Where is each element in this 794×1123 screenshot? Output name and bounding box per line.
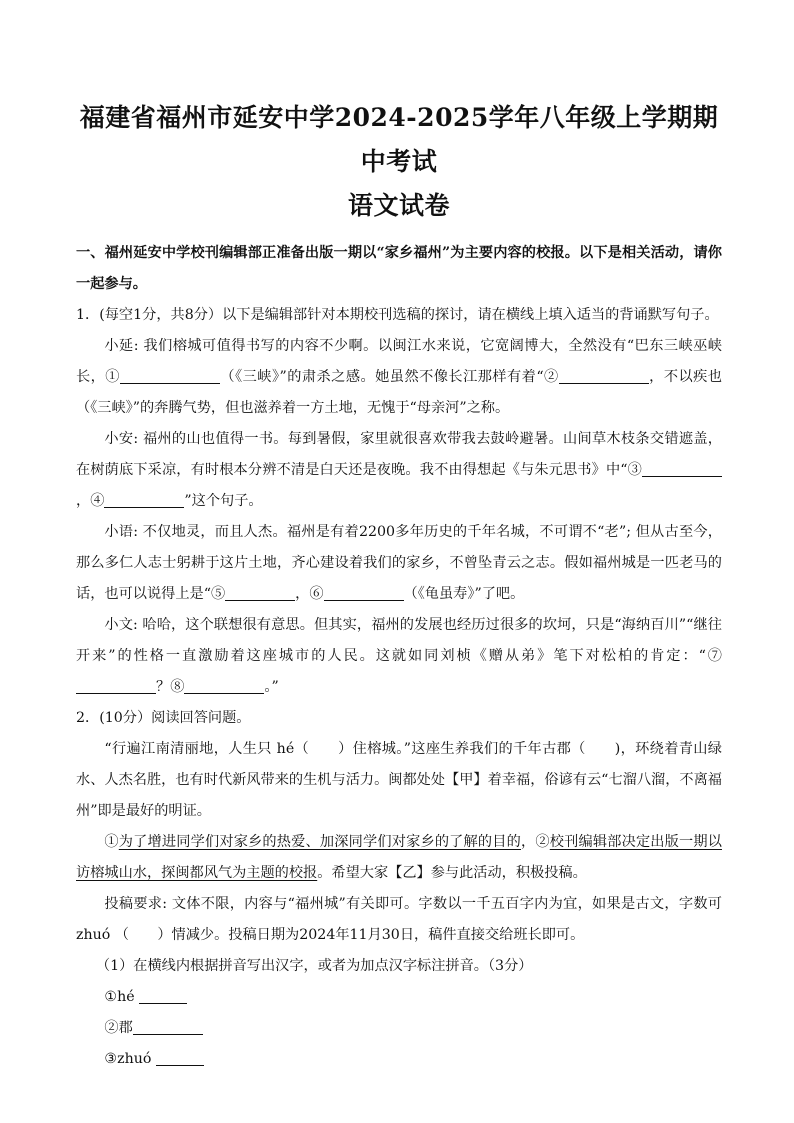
q1-p4-text-c: 。” xyxy=(264,679,279,695)
q2-paragraph-3: 投稿要求: 文体不限，内容与“福州城”有关即可。字数以一千五百字内为宜，如果是古文，字数可 zhuó （ ）情减少。投稿日期为2024年11月30日，稿件直接交给班长即可。 xyxy=(76,896,722,943)
q1-paragraph-4 xyxy=(76,610,722,703)
q1-p1-text-b: （《三峡》”的肃杀之感。她虽然不像长江那样有着“② xyxy=(219,369,559,385)
answer-item-3-label: ③zhuó xyxy=(104,1051,152,1067)
blank-1[interactable] xyxy=(120,369,220,384)
exam-title xyxy=(76,96,722,228)
blank-2[interactable] xyxy=(559,369,649,384)
q2-paragraph-2 xyxy=(76,827,722,889)
answer-blank-2[interactable] xyxy=(133,1020,203,1035)
q1-stem: 1．(每空1分，共8分）以下是编辑部针对本期校刊选稿的探讨，请在横线上填入适当的背诵默写句子。 xyxy=(76,307,719,323)
blank-4[interactable] xyxy=(104,493,184,508)
q1-p1-text-c: ，不以疾也（《三峡》”的奔腾气势，但也滋养着一方土地，无愧于“母亲河”之称。 xyxy=(76,369,722,416)
answer-blank-1[interactable] xyxy=(139,989,187,1004)
q1-paragraph-1 xyxy=(76,331,722,424)
q2-p2-text-a: ① xyxy=(104,834,119,850)
q1-p3-text-a: 小语: 不仅地灵，而且人杰。福州是有着2200多年历史的千年名城，不可谓不“老”; 但从古至今，那么多仁人志士躬耕于这片土地，齐心建设着我们的家乡，不曾坠青云之志。假如福州城是一匹老马的话，也可以说得上是“⑤ xyxy=(76,524,722,602)
q2-p2-text-c: 。希望大家【乙】参与此活动，积极投稿。 xyxy=(317,865,587,881)
answer-blank-3[interactable] xyxy=(156,1051,204,1066)
answer-item-2-label: ②郡 xyxy=(104,1020,133,1036)
q2-underlined-sentence-2: 校刊编辑部决定出版一期以访榕城山水，探闽都风气为主题的校报 xyxy=(76,834,722,881)
answer-item-2 xyxy=(76,1013,722,1044)
q1-p2-text-c: ④ xyxy=(90,493,105,509)
q1-p4-text-b: ？⑧ xyxy=(156,679,185,695)
section-1-heading: 一、福州延安中学校刊编辑部正准备出版一期以“家乡福州”为主要内容的校报。以下是相关活动，请你一起参与。 xyxy=(76,245,722,292)
blank-8[interactable] xyxy=(184,679,264,694)
q2-stem: 2．(10分）阅读回答问题。 xyxy=(76,710,251,726)
title-line-1: 福建省福州市延安中学2024-2025学年八年级上学期期中考试 xyxy=(79,103,719,176)
answer-item-1-label: ①hé xyxy=(104,989,135,1005)
q1-p3-text-b: ，⑥ xyxy=(295,586,324,602)
q1-p3-text-c: （《龟虽寿》”了吧。 xyxy=(403,586,525,602)
q2-underlined-sentence-1: 为了增进同学们对家乡的热爱、加深同学们对家乡的了解的目的 xyxy=(118,834,522,850)
answer-item-3 xyxy=(76,1044,722,1075)
q1-p4-text-a: 小文: 哈哈，这个联想很有意思。但其实，福州的发展也经历过很多的坎坷，只是“海纳百川”“继往开来”的性格一直激励着这座城市的人民。这就如同刘桢《赠从弟》笔下对松柏的肯定：“⑦ xyxy=(76,617,722,664)
q2-subquestion-1: （1）在横线内根据拼音写出汉字，或者为加点汉字标注拼音。（3分） xyxy=(95,958,533,974)
q1-p1-text-a: 小延: 我们榕城可值得书写的内容不少啊。以闽江水来说，它宽阔博大，全然没有“巴东三峡巫峡长，① xyxy=(76,338,722,385)
title-line-2: 语文试卷 xyxy=(347,191,450,220)
q1-paragraph-3 xyxy=(76,517,722,610)
blank-7[interactable] xyxy=(76,679,156,694)
q2-p2-text-b: ，② xyxy=(521,834,550,850)
exam-body xyxy=(76,238,722,1075)
answer-item-1 xyxy=(76,982,722,1013)
q2-paragraph-1: “行遍江南清丽地，人生只 hé（ ）住榕城。”这座生养我们的千年古郡（ )，环绕着青山绿水、人杰名胜，也有时代新风带来的生机与活力。闽都处处【甲】着幸福，俗谚有云“七溜八溜，不离福州”即是最好的明证。 xyxy=(76,741,722,819)
q1-p2-text-b: ， xyxy=(76,493,91,509)
blank-6[interactable] xyxy=(324,586,404,601)
q1-paragraph-2 xyxy=(76,424,722,517)
q1-p2-text-d: ”这个句子。 xyxy=(184,493,263,509)
blank-3[interactable] xyxy=(642,462,722,477)
blank-5[interactable] xyxy=(225,586,295,601)
q1-p2-text-a: 小安: 福州的山也值得一书。每到暑假，家里就很喜欢带我去鼓岭避暑。山间草木枝条交错遮盖，在树荫底下采凉，有时根本分辨不清是白天还是夜晚。我不由得想起《与朱元思书》中“③ xyxy=(76,431,722,478)
